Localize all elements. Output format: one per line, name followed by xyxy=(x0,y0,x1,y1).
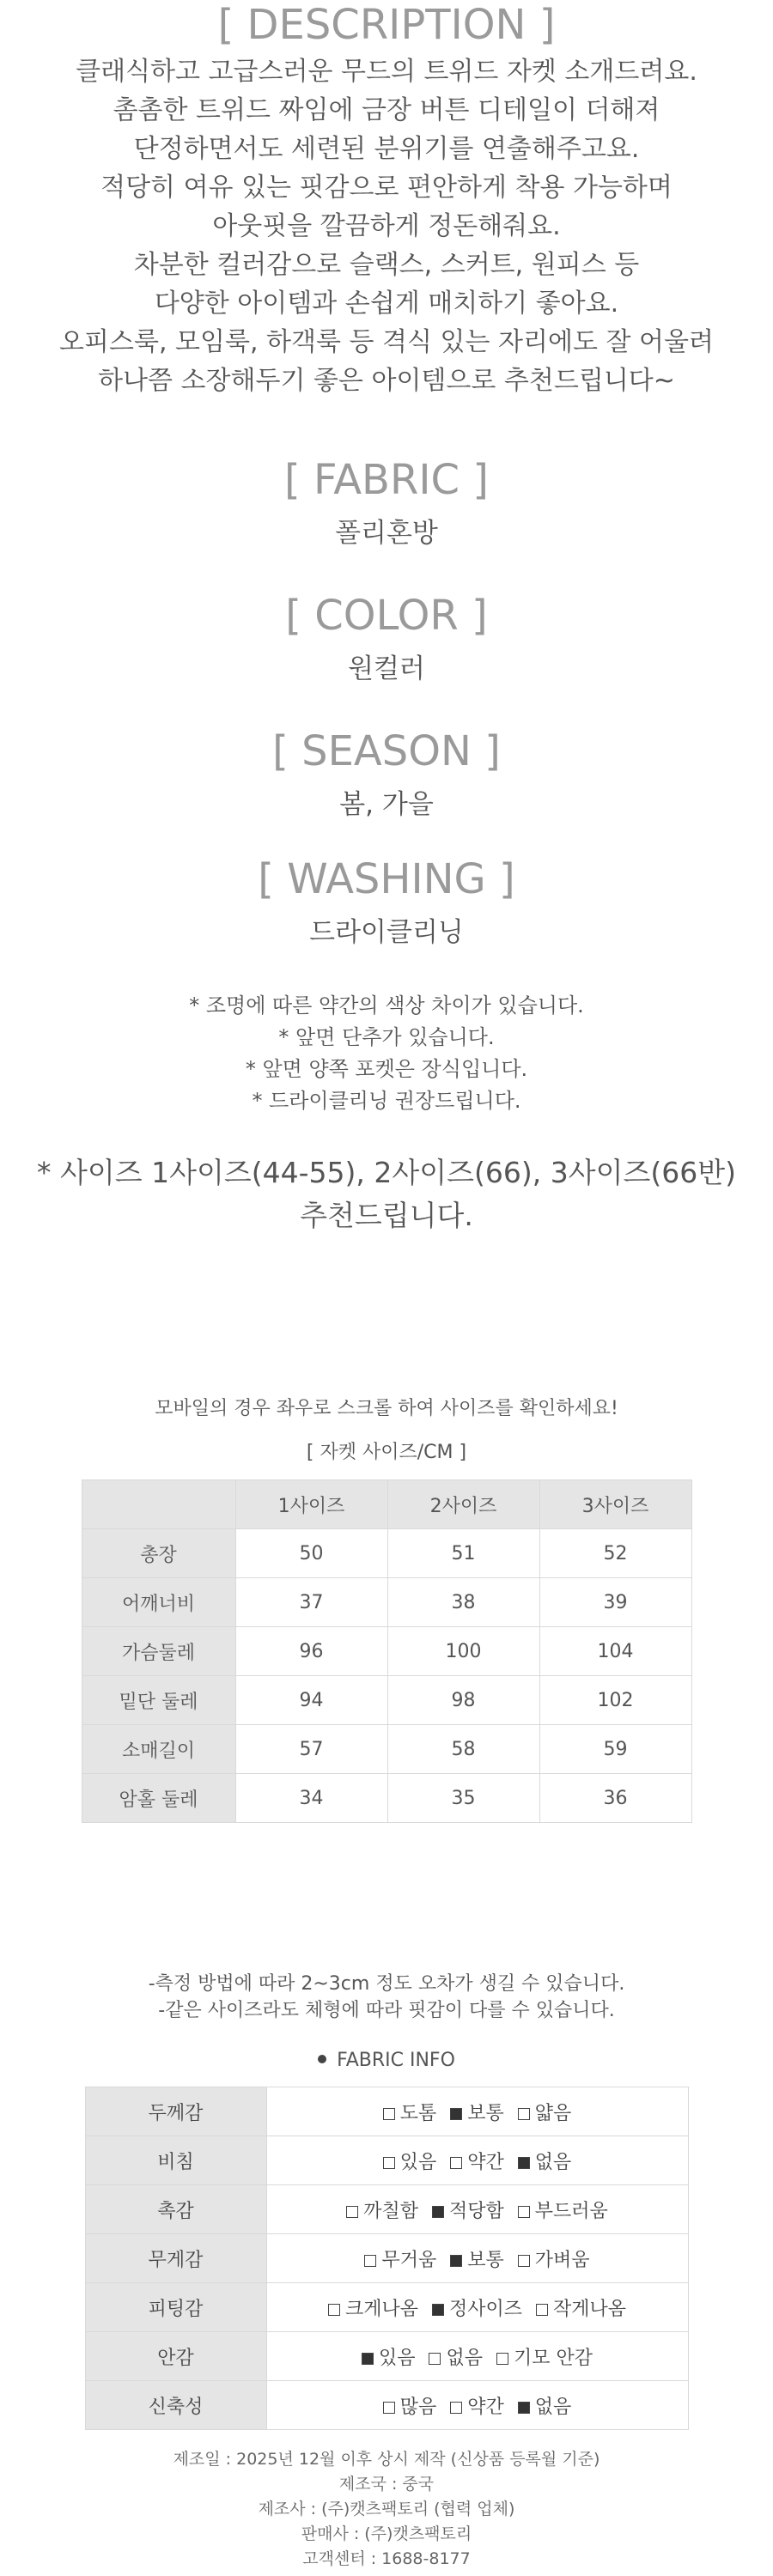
note-line: * 드라이클리닝 권장드립니다. xyxy=(252,1089,521,1113)
footer-line: 고객센터 : 1688-8177 xyxy=(302,2549,471,2568)
size-cell: 39 xyxy=(539,1578,691,1627)
size-table-header: 3사이즈 xyxy=(539,1480,691,1529)
unchecked-box-icon xyxy=(383,2402,395,2414)
fabric-info-row xyxy=(85,2087,688,2136)
size-cell: 94 xyxy=(235,1676,387,1725)
size-row-label: 총장 xyxy=(82,1529,235,1578)
washing-value: 드라이클리닝 xyxy=(309,917,464,949)
size-cell: 52 xyxy=(539,1529,691,1578)
unchecked-box-icon xyxy=(364,2255,376,2267)
size-cell: 58 xyxy=(387,1725,539,1774)
washing-title: [ WASHING ] xyxy=(258,855,515,903)
fabric-info-label: 두께감 xyxy=(85,2087,266,2136)
fabric-option-label: 있음 xyxy=(399,2151,437,2173)
size-cell: 102 xyxy=(539,1676,691,1725)
fabric-option-label: 부드러움 xyxy=(534,2200,608,2222)
fabric-info-label: 피팅감 xyxy=(85,2283,266,2332)
fabric-option xyxy=(518,2245,590,2272)
unchecked-box-icon xyxy=(518,2206,530,2218)
size-cell: 50 xyxy=(235,1529,387,1578)
size-table-row xyxy=(82,1676,691,1725)
unchecked-box-icon xyxy=(518,2108,530,2120)
size-cell: 98 xyxy=(387,1676,539,1725)
checked-box-icon xyxy=(518,2402,530,2414)
size-table-row xyxy=(82,1529,691,1578)
fabric-option xyxy=(450,2099,504,2125)
size-recommendation-line: * 사이즈 1사이즈(44-55), 2사이즈(66), 3사이즈(66반) xyxy=(37,1156,736,1189)
fabric-value: 폴리혼방 xyxy=(335,518,438,550)
fabric-option-label: 없음 xyxy=(534,2396,572,2418)
fabric-info-row xyxy=(85,2332,688,2381)
season-title: [ SEASON ] xyxy=(272,727,501,775)
unchecked-box-icon xyxy=(346,2206,358,2218)
fabric-option xyxy=(518,2099,572,2125)
fabric-option-label: 크게나옴 xyxy=(344,2298,418,2320)
size-cell: 59 xyxy=(539,1725,691,1774)
fabric-info-row xyxy=(85,2185,688,2234)
measure-note-line: -같은 사이즈라도 체형에 따라 핏감이 다를 수 있습니다. xyxy=(158,2000,615,2021)
product-info-footer xyxy=(0,2447,773,2572)
fabric-info-row xyxy=(85,2234,688,2283)
checked-box-icon xyxy=(432,2206,444,2218)
fabric-title: [ FABRIC ] xyxy=(284,456,489,504)
color-value: 원컬러 xyxy=(348,653,425,685)
footer-line: 제조국 : 중국 xyxy=(338,2475,435,2494)
fabric-info-options xyxy=(266,2185,688,2234)
color-title: [ COLOR ] xyxy=(285,592,488,640)
fabric-option-label: 보통 xyxy=(467,2249,504,2271)
description-line: 적당히 여유 있는 핏감으로 편안하게 착용 가능하며 xyxy=(100,173,673,204)
fabric-info-section xyxy=(0,2050,773,2430)
color-section xyxy=(0,592,773,685)
washing-section xyxy=(0,856,773,949)
size-table-row xyxy=(82,1627,691,1676)
size-row-label: 암홀 둘레 xyxy=(82,1774,235,1823)
fabric-info-options xyxy=(266,2087,688,2136)
fabric-option-label: 기모 안감 xyxy=(514,2347,593,2369)
fabric-option xyxy=(346,2196,418,2223)
size-recommendation-line: 추천드립니다. xyxy=(300,1199,473,1232)
season-section xyxy=(0,728,773,821)
fabric-option-label: 가벼움 xyxy=(534,2249,590,2271)
fabric-option xyxy=(383,2099,437,2125)
size-row-label: 소매길이 xyxy=(82,1725,235,1774)
checked-box-icon xyxy=(362,2353,374,2365)
mobile-scroll-note: 모바일의 경우 좌우로 스크롤 하여 사이즈를 확인하세요! xyxy=(155,1398,618,1419)
fabric-info-options xyxy=(266,2332,688,2381)
fabric-info-title: FABRIC INFO xyxy=(337,2050,455,2071)
fabric-option xyxy=(383,2392,437,2419)
description-text xyxy=(0,52,773,400)
fabric-option xyxy=(383,2148,437,2174)
unchecked-box-icon xyxy=(496,2353,508,2365)
size-table-title: [ 자켓 사이즈/CM ] xyxy=(306,1442,467,1463)
unchecked-box-icon xyxy=(383,2108,395,2120)
size-cell: 100 xyxy=(387,1627,539,1676)
size-cell: 34 xyxy=(235,1774,387,1823)
checked-box-icon xyxy=(432,2304,444,2316)
size-recommendation xyxy=(0,1151,773,1237)
fabric-info-label: 무게감 xyxy=(85,2234,266,2283)
description-line: 하나쯤 소장해두기 좋은 아이템으로 추천드립니다~ xyxy=(98,366,675,397)
size-table-header: 1사이즈 xyxy=(235,1480,387,1529)
fabric-info-label: 신축성 xyxy=(85,2381,266,2430)
unchecked-box-icon xyxy=(450,2157,462,2169)
description-line: 단정하면서도 세련된 분위기를 연출해주고요. xyxy=(133,134,640,165)
bullet-icon xyxy=(318,2055,326,2063)
fabric-option xyxy=(518,2148,572,2174)
fabric-info-row xyxy=(85,2283,688,2332)
description-line: 차분한 컬러감으로 슬랙스, 스커트, 원피스 등 xyxy=(133,250,640,281)
unchecked-box-icon xyxy=(536,2304,548,2316)
unchecked-box-icon xyxy=(328,2304,340,2316)
size-cell: 51 xyxy=(387,1529,539,1578)
footer-line: 판매사 : (주)캣츠팩토리 xyxy=(301,2524,472,2543)
size-table-header xyxy=(82,1480,235,1529)
unchecked-box-icon xyxy=(450,2402,462,2414)
fabric-info-label: 비침 xyxy=(85,2136,266,2185)
fabric-info-heading xyxy=(0,2050,773,2071)
fabric-option-label: 정사이즈 xyxy=(448,2298,522,2320)
fabric-option-label: 없음 xyxy=(446,2347,483,2369)
checked-box-icon xyxy=(450,2108,462,2120)
size-cell: 57 xyxy=(235,1725,387,1774)
size-row-label: 가슴둘레 xyxy=(82,1627,235,1676)
size-cell: 35 xyxy=(387,1774,539,1823)
description-line: 다양한 아이템과 손쉽게 매치하기 좋아요. xyxy=(154,289,619,319)
description-line: 오피스룩, 모임룩, 하객룩 등 격식 있는 자리에도 잘 어울려 xyxy=(59,327,714,358)
fabric-info-options xyxy=(266,2381,688,2430)
size-table-header: 2사이즈 xyxy=(387,1480,539,1529)
fabric-info-options xyxy=(266,2136,688,2185)
size-row-label: 어깨너비 xyxy=(82,1578,235,1627)
note-line: * 조명에 따른 약간의 색상 차이가 있습니다. xyxy=(189,993,584,1018)
size-cell: 37 xyxy=(235,1578,387,1627)
description-line: 촘촘한 트위드 짜임에 금장 버튼 디테일이 더해져 xyxy=(113,95,660,126)
description-line: 클래식하고 고급스러운 무드의 트위드 자켓 소개드려요. xyxy=(76,57,697,88)
season-value: 봄, 가을 xyxy=(339,789,434,821)
note-line: * 앞면 단추가 있습니다. xyxy=(278,1025,495,1049)
fabric-option-label: 작게나옴 xyxy=(553,2298,627,2320)
footer-line: 제조일 : 2025년 12월 이후 상시 제작 (신상품 등록월 기준) xyxy=(173,2450,600,2469)
size-row-label: 밑단 둘레 xyxy=(82,1676,235,1725)
fabric-option xyxy=(450,2148,504,2174)
fabric-option xyxy=(432,2294,522,2321)
fabric-option xyxy=(536,2294,626,2321)
measure-note-line: -측정 방법에 따라 2~3cm 정도 오차가 생길 수 있습니다. xyxy=(148,1973,625,1995)
size-cell: 36 xyxy=(539,1774,691,1823)
size-table-header-row xyxy=(82,1480,691,1529)
fabric-option xyxy=(364,2245,436,2272)
fabric-info-row xyxy=(85,2381,688,2430)
size-table xyxy=(82,1479,692,1823)
unchecked-box-icon xyxy=(429,2353,441,2365)
fabric-option xyxy=(328,2294,418,2321)
unchecked-box-icon xyxy=(518,2255,530,2267)
fabric-section xyxy=(0,457,773,550)
fabric-option xyxy=(450,2245,504,2272)
fabric-option-label: 많음 xyxy=(399,2396,437,2418)
fabric-option xyxy=(518,2392,572,2419)
fabric-option-label: 도톰 xyxy=(399,2102,437,2124)
size-table-row xyxy=(82,1725,691,1774)
unchecked-box-icon xyxy=(383,2157,395,2169)
checked-box-icon xyxy=(450,2255,462,2267)
size-cell: 38 xyxy=(387,1578,539,1627)
size-table-row xyxy=(82,1774,691,1823)
size-guide-section xyxy=(0,1394,773,1823)
fabric-info-options xyxy=(266,2283,688,2332)
footer-line: 제조사 : (주)캣츠팩토리 (협력 업체) xyxy=(258,2500,515,2518)
checked-box-icon xyxy=(518,2157,530,2169)
fabric-option-label: 없음 xyxy=(534,2151,572,2173)
fabric-info-options xyxy=(266,2234,688,2283)
note-line: * 앞면 양쪽 포켓은 장식입니다. xyxy=(245,1057,528,1081)
fabric-option xyxy=(518,2196,608,2223)
description-section xyxy=(0,2,773,400)
fabric-option-label: 적당함 xyxy=(448,2200,504,2222)
size-cell: 96 xyxy=(235,1627,387,1676)
fabric-option xyxy=(429,2343,483,2370)
fabric-info-row xyxy=(85,2136,688,2185)
notes-section xyxy=(0,990,773,1117)
fabric-info-table xyxy=(85,2087,689,2430)
fabric-option xyxy=(450,2392,504,2419)
fabric-option-label: 있음 xyxy=(378,2347,416,2369)
fabric-option-label: 얇음 xyxy=(534,2102,572,2124)
fabric-option-label: 무거움 xyxy=(381,2249,437,2271)
description-line: 아웃핏을 깔끔하게 정돈해줘요. xyxy=(212,211,561,242)
fabric-option-label: 약간 xyxy=(467,2396,504,2418)
measure-notes xyxy=(0,1971,773,2024)
fabric-option xyxy=(362,2343,416,2370)
fabric-option-label: 보통 xyxy=(467,2102,504,2124)
fabric-info-label: 촉감 xyxy=(85,2185,266,2234)
size-table-row xyxy=(82,1578,691,1627)
fabric-option-label: 까칠함 xyxy=(363,2200,418,2222)
fabric-option xyxy=(432,2196,504,2223)
fabric-option-label: 약간 xyxy=(467,2151,504,2173)
fabric-option xyxy=(496,2343,593,2370)
fabric-info-label: 안감 xyxy=(85,2332,266,2381)
description-title: [ DESCRIPTION ] xyxy=(217,1,556,49)
size-cell: 104 xyxy=(539,1627,691,1676)
